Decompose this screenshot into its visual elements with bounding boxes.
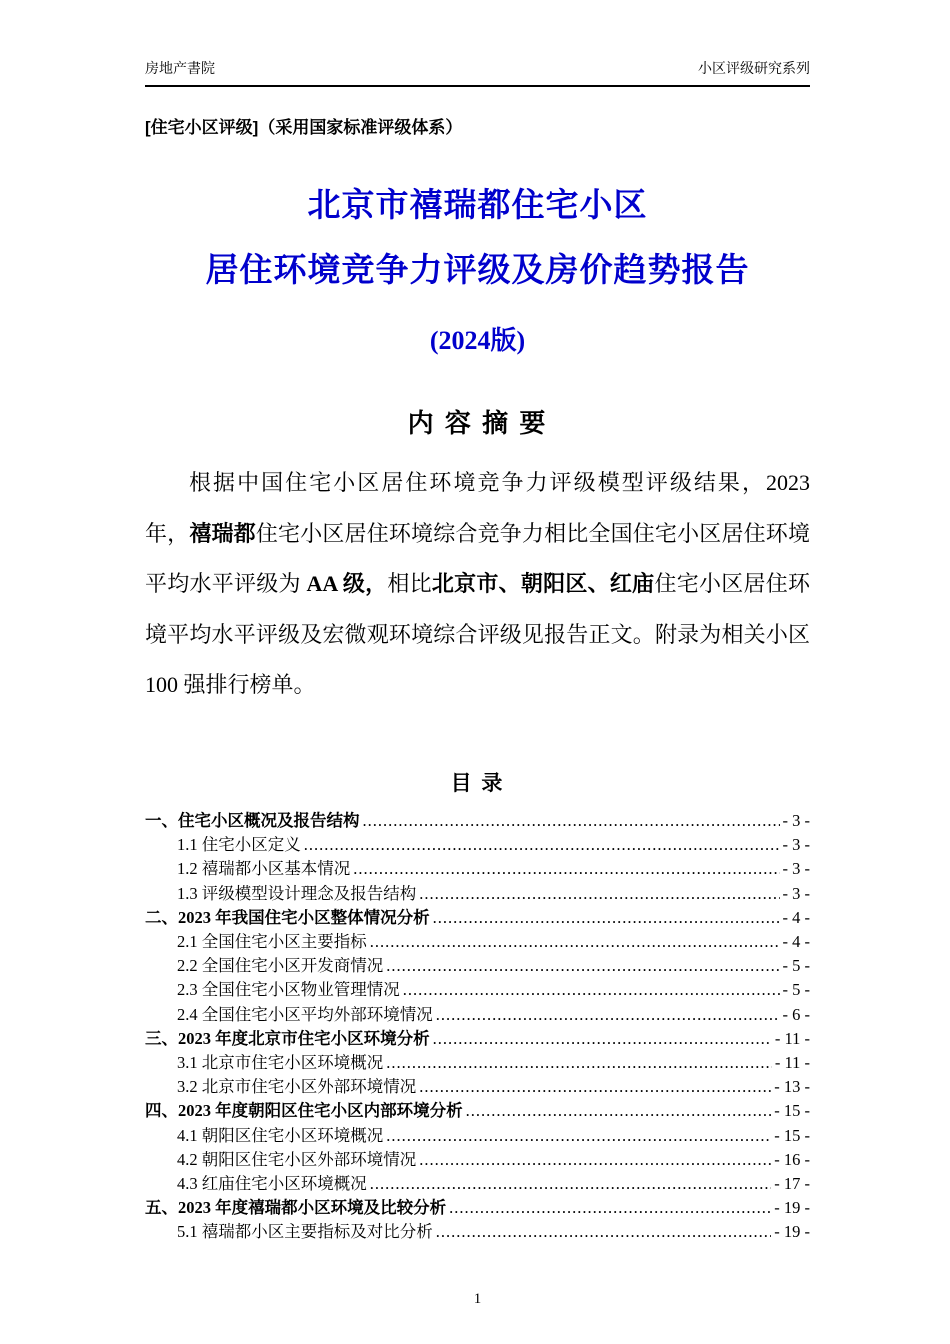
toc-leader-dots (403, 978, 780, 1002)
toc-entry[interactable] (145, 809, 810, 833)
abstract-bold-segment: 北京市、朝阳区、红庙 (431, 571, 655, 597)
toc-entry[interactable] (145, 882, 810, 906)
toc-leader-dots (433, 906, 780, 930)
toc-page-number: - 3 - (782, 859, 810, 879)
toc-entry-label: 5.1 禧瑞都小区主要指标及对比分析 (177, 1222, 433, 1242)
toc-entry[interactable] (145, 833, 810, 857)
abstract-text-segment: 根据中国住宅小区居住环境竞争力评级模型评级结果，2023 年， (145, 470, 810, 546)
header-right-text: 小区评级研究系列 (698, 62, 810, 77)
toc-leader-dots (466, 1099, 772, 1123)
toc-entry[interactable] (145, 1196, 810, 1220)
toc-entry-label: 1.1 住宅小区定义 (177, 835, 301, 855)
toc-leader-dots (433, 1027, 772, 1051)
toc-leader-dots (419, 1075, 771, 1099)
toc-page-number: - 6 - (782, 1004, 810, 1024)
toc-leader-dots (419, 1148, 771, 1172)
toc-page-number: - 11 - (774, 1053, 810, 1072)
toc-leader-dots (386, 1124, 771, 1148)
toc-page-number: - 15 - (774, 1101, 810, 1121)
page-number: 1 (473, 1291, 482, 1307)
toc-leader-dots (436, 1220, 772, 1244)
toc-entry[interactable] (145, 906, 810, 930)
abstract-bold-segment: AA 级， (306, 571, 388, 597)
toc-entry[interactable] (145, 930, 810, 954)
toc-page-number: - 4 - (782, 931, 810, 951)
page-footer (145, 1263, 810, 1308)
toc-leader-dots (304, 833, 780, 857)
toc-page-number: - 11 - (774, 1028, 810, 1048)
abstract-bold-segment: 禧瑞都 (189, 520, 256, 546)
toc-entry[interactable] (145, 978, 810, 1002)
abstract-text-segment: 住宅小区居住环境综合竞争力相比全国住宅小区居住环境平均水平评级为 (145, 520, 810, 597)
report-title-line2: 居住环境竞争力评级及房价趋势报告 (205, 253, 750, 289)
toc-entry-label: 3.2 北京市住宅小区外部环境情况 (177, 1077, 417, 1097)
toc-entry-label: 3.1 北京市住宅小区环境概况 (177, 1053, 384, 1072)
toc-entry[interactable] (145, 1027, 810, 1051)
title-block (145, 190, 810, 357)
report-title-line1: 北京市禧瑞都住宅小区 (307, 188, 648, 224)
report-edition: (2024版) (429, 326, 526, 355)
toc-entry-label: 五、2023 年度禧瑞都小区环境及比较分析 (145, 1198, 447, 1218)
toc-entry-label: 4.3 红庙住宅小区环境概况 (177, 1174, 367, 1194)
toc-leader-dots (363, 809, 780, 833)
toc-entry-label: 2.4 全国住宅小区平均外部环境情况 (177, 1004, 433, 1024)
toc-entry-label: 2.1 全国住宅小区主要指标 (177, 931, 367, 951)
abstract-text-segment: 住宅小区居住环境平均水平评级及宏微观环境综合评级见报告正文。附录为相关小区 100 强排行榜单。 (145, 571, 810, 698)
toc-leader-dots (449, 1196, 771, 1220)
abstract-paragraph (145, 458, 810, 711)
toc-page-number: - 5 - (782, 980, 810, 1000)
toc-entry[interactable] (145, 1172, 810, 1196)
toc-entry-label: 1.2 禧瑞都小区基本情况 (177, 859, 351, 879)
toc-page-number: - 16 - (774, 1149, 810, 1169)
toc-leader-dots (386, 954, 779, 978)
toc-leader-dots (370, 930, 780, 954)
toc-leader-dots (353, 857, 779, 881)
toc-entry-label: 三、2023 年度北京市住宅小区环境分析 (145, 1028, 430, 1048)
toc-leader-dots (419, 882, 779, 906)
toc-page-number: - 3 - (782, 883, 810, 903)
report-subtitle: [住宅小区评级]（采用国家标准评级体系） (145, 118, 463, 137)
page-header (145, 58, 810, 87)
toc-entry-label: 2.2 全国住宅小区开发商情况 (177, 956, 384, 976)
toc-entry-label: 四、2023 年度朝阳区住宅小区内部环境分析 (145, 1101, 463, 1121)
table-of-contents (145, 809, 810, 1245)
toc-entry[interactable] (145, 1003, 810, 1027)
toc-entry[interactable] (145, 954, 810, 978)
toc-entry[interactable] (145, 857, 810, 881)
toc-leader-dots (436, 1003, 780, 1027)
toc-entry[interactable] (145, 1099, 810, 1123)
toc-page-number: - 5 - (782, 956, 810, 976)
toc-page-number: - 15 - (774, 1125, 810, 1145)
toc-entry-label: 2.3 全国住宅小区物业管理情况 (177, 980, 400, 1000)
toc-entry[interactable] (145, 1075, 810, 1099)
toc-page-number: - 17 - (774, 1174, 810, 1194)
toc-entry-label: 4.2 朝阳区住宅小区外部环境情况 (177, 1149, 417, 1169)
toc-entry-label: 4.1 朝阳区住宅小区环境概况 (177, 1125, 384, 1145)
toc-leader-dots (370, 1172, 772, 1196)
toc-entry-label: 二、2023 年我国住宅小区整体情况分析 (145, 907, 430, 927)
toc-entry[interactable] (145, 1051, 810, 1075)
toc-page-number: - 19 - (774, 1222, 810, 1242)
toc-page-number: - 3 - (782, 810, 810, 830)
toc-page-number: - 4 - (782, 907, 810, 927)
toc-entry[interactable] (145, 1124, 810, 1148)
toc-entry[interactable] (145, 1220, 810, 1244)
abstract-text-segment: 相比 (387, 571, 432, 597)
header-left-text: 房地产書院 (145, 62, 215, 77)
toc-page-number: - 3 - (782, 835, 810, 855)
toc-entry-label: 1.3 评级模型设计理念及报告结构 (177, 883, 417, 903)
toc-leader-dots (386, 1051, 772, 1075)
abstract-heading: 内 容 摘 要 (407, 408, 548, 438)
toc-page-number: - 19 - (774, 1198, 810, 1218)
toc-heading: 目 录 (450, 771, 505, 795)
toc-entry[interactable] (145, 1148, 810, 1172)
toc-page-number: - 13 - (774, 1077, 810, 1097)
toc-entry-label: 一、住宅小区概况及报告结构 (145, 810, 360, 830)
